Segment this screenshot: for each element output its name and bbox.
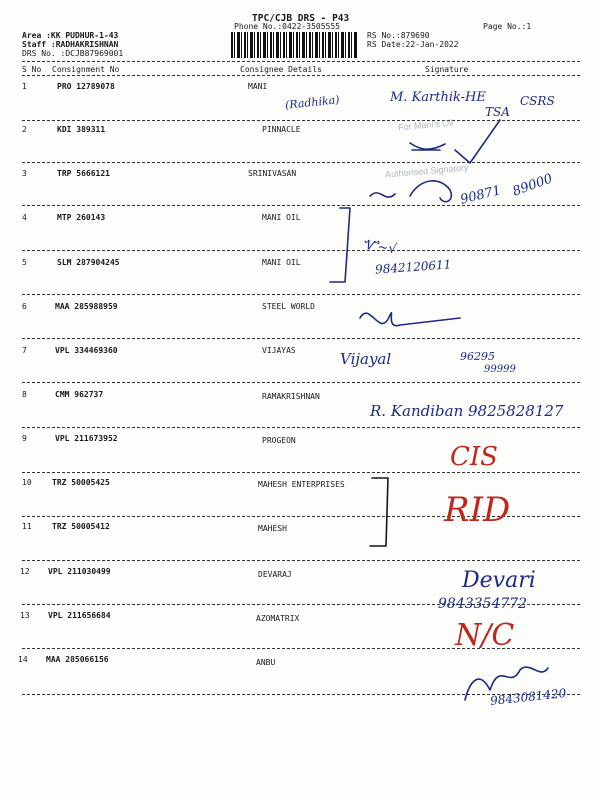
document-title: TPC/CJB DRS - P43	[252, 13, 350, 24]
handwritten-signature: M. Karthik-HE	[390, 90, 486, 105]
row-divider	[22, 472, 580, 473]
row-divider	[22, 162, 580, 163]
column-consignment: Consignment No	[52, 65, 120, 74]
row-divider	[22, 205, 580, 206]
consignment-number: PRO 12789078	[57, 82, 115, 91]
consignee-name: VIJAYAS	[262, 346, 296, 355]
row-divider	[22, 338, 580, 339]
barcode	[231, 32, 358, 58]
handwritten-phone: 9842120611	[374, 257, 452, 277]
consignment-number: VPL 211673952	[55, 434, 118, 443]
drs-number: DRS No. :DCJB87969001	[22, 49, 124, 58]
handwritten-signature: Devari	[462, 568, 536, 593]
consignee-name: MAHESH	[258, 524, 287, 533]
area-field: Area :KK PUDHUR-1-43	[22, 31, 119, 40]
handwritten-phone: 9843081420	[489, 686, 567, 708]
initial-mark	[410, 143, 445, 150]
consignee-name: MAHESH ENTERPRISES	[258, 480, 345, 489]
rs-number: RS No.:879690	[367, 31, 430, 40]
staff-field: Staff :RADHAKRISHNAN	[22, 40, 119, 49]
page-number: Page No.:1	[483, 22, 532, 31]
consignment-number: MTP 260143	[57, 213, 106, 222]
handwritten-number: 96295	[460, 350, 495, 363]
phone-number: Phone No.:0422-3505555	[234, 22, 340, 31]
row-sno: 6	[22, 302, 27, 311]
consignment-number: KDI 389311	[57, 125, 106, 134]
consignee-name: PROGEON	[262, 436, 296, 445]
row-divider	[22, 294, 580, 295]
row-sno: 13	[20, 611, 30, 620]
consignee-name: RAMAKRISHNAN	[262, 392, 320, 401]
consignment-number: CMM 962737	[55, 390, 104, 399]
row-sno: 5	[22, 258, 27, 267]
column-signature: Signature	[425, 65, 469, 74]
row-divider	[22, 382, 580, 383]
handwritten-number: 99999	[484, 364, 516, 375]
row-sno: 1	[22, 82, 27, 91]
consignment-number: VPL 334469360	[55, 346, 118, 355]
handwritten-name: (Radhika)	[284, 93, 341, 112]
consignee-name: MANI OIL	[262, 258, 301, 267]
consignee-name: AZOMATRIX	[256, 614, 300, 623]
handwritten-remark: N/C	[455, 618, 515, 653]
handwritten-signature: R. Kandiban 9825828127	[370, 402, 564, 420]
consignment-number: TRZ 50005412	[52, 522, 110, 531]
row-sno: 8	[22, 390, 27, 399]
column-consignee: Consignee Details	[240, 65, 322, 74]
consignee-name: PINNACLE	[262, 125, 301, 134]
handwritten-signature: Vijayal	[340, 350, 392, 368]
authorised-signatory-stamp: Authorised Signatory	[384, 162, 469, 180]
consignee-name: SRINIVASAN	[248, 169, 297, 178]
handwritten-phone: 9843354772	[438, 596, 528, 612]
row-sno: 4	[22, 213, 27, 222]
consignee-name: MANI	[248, 82, 268, 91]
consignment-number: MAA 285988959	[55, 302, 118, 311]
handwritten-signature: Ꮙ~√	[361, 237, 398, 258]
row-sno: 7	[22, 346, 27, 355]
bracket-mark	[370, 478, 388, 546]
row-sno: 9	[22, 434, 27, 443]
handwritten-remark: RID	[444, 490, 511, 530]
check-mark	[455, 120, 500, 163]
consignment-number: MAA 285066156	[46, 655, 109, 664]
consignee-name: MANI OIL	[262, 213, 301, 222]
rs-date: RS Date:22-Jan-2022	[367, 40, 459, 49]
row-sno: 14	[18, 655, 28, 664]
consignment-number: SLM 287904245	[57, 258, 120, 267]
handwritten-number: 90871	[458, 183, 503, 208]
row-sno: 3	[22, 169, 27, 178]
handwritten-code: CSRS	[520, 94, 555, 108]
consignment-number: TRZ 50005425	[52, 478, 110, 487]
row-divider	[22, 427, 580, 428]
bracket-mark	[330, 208, 350, 282]
row-sno: 2	[22, 125, 27, 134]
row-divider	[22, 250, 580, 251]
signature-strokes	[370, 181, 451, 202]
handwritten-number: 89000	[510, 171, 555, 200]
header-divider	[22, 61, 580, 62]
column-divider	[22, 75, 580, 76]
row-sno: 10	[22, 478, 32, 487]
company-stamp: For Mani's Oil	[397, 117, 454, 133]
consignment-number: VPL 211030499	[48, 567, 111, 576]
row-sno: 11	[22, 522, 32, 531]
row-divider	[22, 560, 580, 561]
row-divider	[22, 120, 580, 121]
signature-strokes	[360, 313, 460, 326]
handwritten-remark: CIS	[450, 442, 498, 472]
consignee-name: STEEL WORLD	[262, 302, 315, 311]
handwritten-code: TSA	[485, 105, 510, 119]
consignment-number: TRP 5666121	[57, 169, 110, 178]
consignment-number: VPL 211656684	[48, 611, 111, 620]
consignee-name: DEVARAJ	[258, 570, 292, 579]
row-sno: 12	[20, 567, 30, 576]
consignee-name: ANBU	[256, 658, 276, 667]
column-sno: S No	[22, 65, 42, 74]
